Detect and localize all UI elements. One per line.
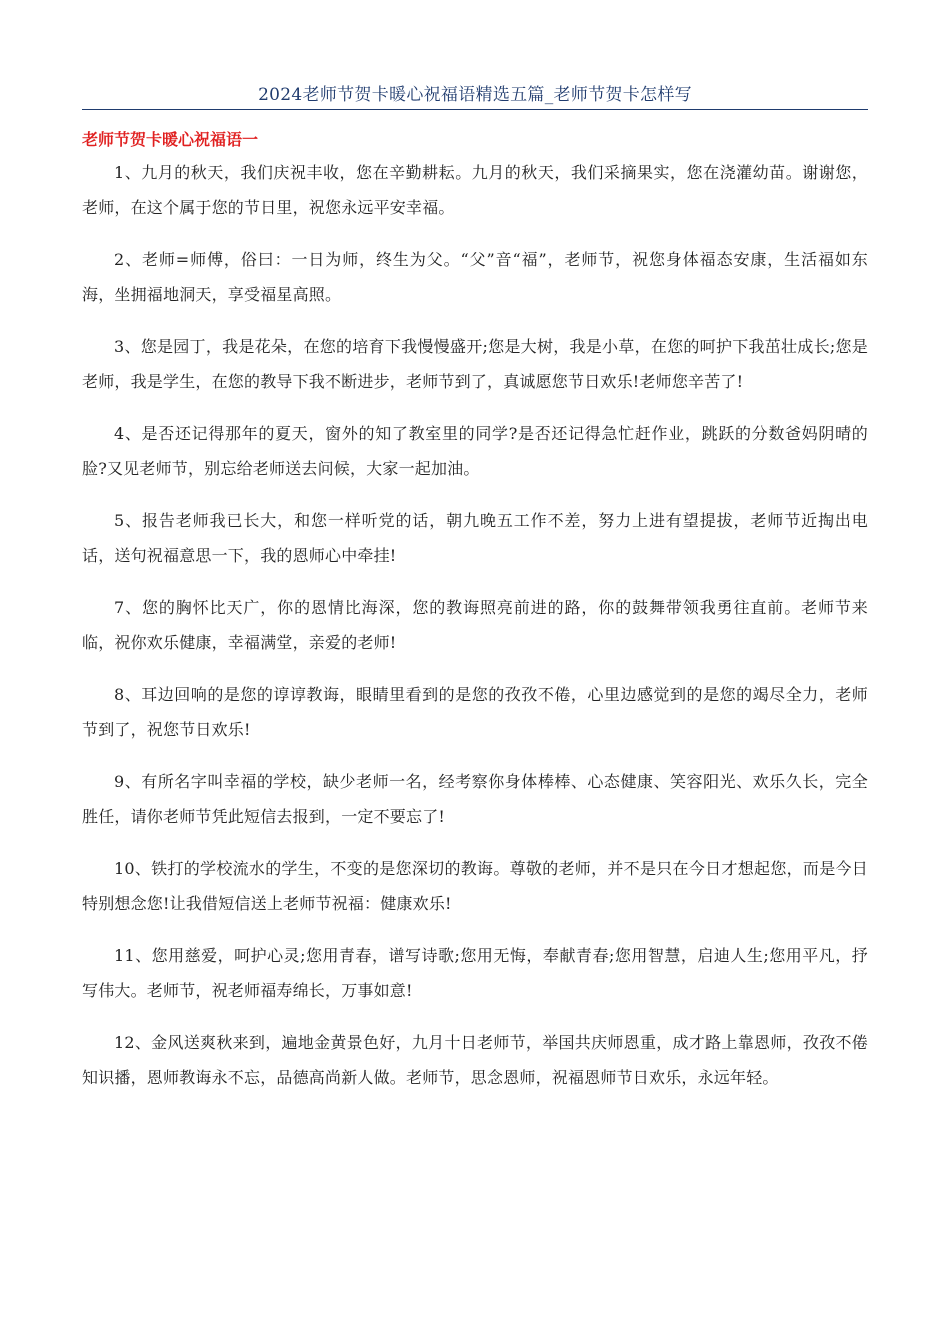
- paragraph-8: 8、耳边回响的是您的谆谆教诲，眼睛里看到的是您的孜孜不倦，心里边感觉到的是您的竭尽全力，老师节到了，祝您节日欢乐!: [82, 685, 868, 739]
- paragraph-1: 1、九月的秋天，我们庆祝丰收，您在辛勤耕耘。九月的秋天，我们采摘果实，您在浇灌幼苗。谢谢您，老师，在这个属于您的节日里，祝您永远平安幸福。: [82, 163, 868, 217]
- section-title: 老师节贺卡暖心祝福语一: [82, 130, 259, 149]
- paragraph-10: 10、铁打的学校流水的学生，不变的是您深切的教诲。尊敬的老师，并不是只在今日才想起您，而是今日特别想念您!让我借短信送上老师节祝福：健康欢乐!: [82, 859, 868, 913]
- document-header: 2024老师节贺卡暖心祝福语精选五篇_老师节贺卡怎样写: [258, 85, 692, 105]
- paragraph-7: 7、您的胸怀比天广，你的恩情比海深，您的教诲照亮前进的路，你的鼓舞带领我勇往直前。老师节来临，祝你欢乐健康，幸福满堂，亲爱的老师!: [82, 598, 868, 652]
- paragraph-2: 2、老师=师傅，俗曰：一日为师，终生为父。“父”音“福”，老师节，祝您身体福态安康，生活福如东海，坐拥福地洞天，享受福星高照。: [82, 250, 868, 304]
- paragraph-4: 4、是否还记得那年的夏天，窗外的知了教室里的同学?是否还记得急忙赶作业，跳跃的分数爸妈阴晴的脸?又见老师节，别忘给老师送去问候，大家一起加油。: [82, 424, 868, 478]
- document-body: [82, 156, 868, 1113]
- paragraph-12: 12、金风送爽秋来到，遍地金黄景色好，九月十日老师节，举国共庆师恩重，成才路上靠恩师，孜孜不倦知识播，恩师教诲永不忘，品德高尚新人做。老师节，思念恩师，祝福恩师节日欢乐，永远年轻。: [82, 1033, 868, 1087]
- paragraph-9: 9、有所名字叫幸福的学校，缺少老师一名，经考察你身体棒棒、心态健康、笑容阳光、欢乐久长，完全胜任，请你老师节凭此短信去报到，一定不要忘了!: [82, 772, 868, 826]
- paragraph-5: 5、报告老师我已长大，和您一样听党的话，朝九晚五工作不差，努力上进有望提拔，老师节近掏出电话，送句祝福意思一下，我的恩师心中牵挂!: [82, 511, 868, 565]
- header-divider: [82, 109, 868, 110]
- paragraph-11: 11、您用慈爱，呵护心灵;您用青春，谱写诗歌;您用无悔，奉献青春;您用智慧，启迪人生;您用平凡，抒写伟大。老师节，祝老师福寿绵长，万事如意!: [82, 946, 868, 1000]
- paragraph-3: 3、您是园丁，我是花朵，在您的培育下我慢慢盛开;您是大树，我是小草，在您的呵护下我茁壮成长;您是老师，我是学生，在您的教导下我不断进步，老师节到了，真诚愿您节日欢乐!老师您辛苦了!: [82, 337, 868, 391]
